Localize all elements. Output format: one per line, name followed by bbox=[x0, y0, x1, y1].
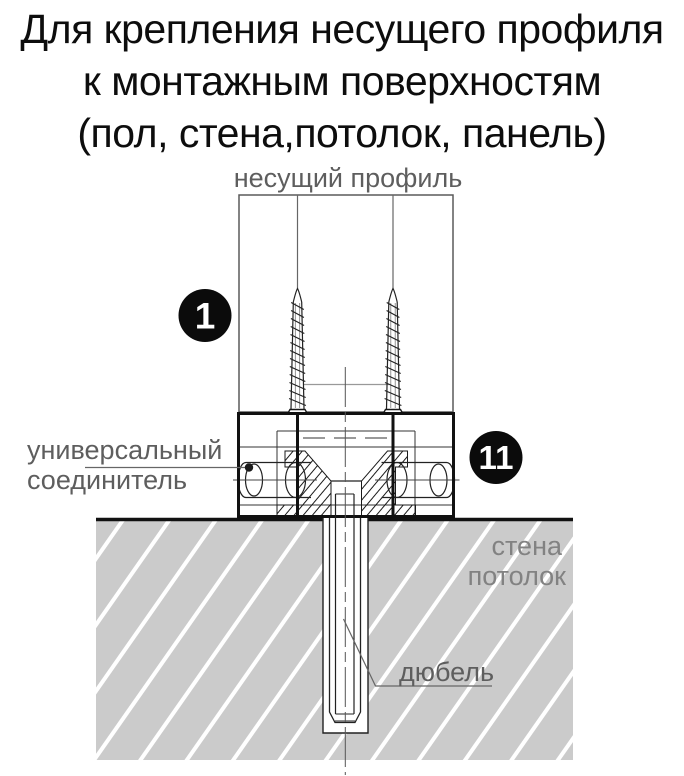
badge-step-11-number: 11 bbox=[478, 439, 514, 476]
screw-left bbox=[282, 289, 313, 425]
label-universal-connector-line1: универсальный bbox=[27, 435, 223, 465]
universal-connector bbox=[233, 412, 460, 518]
title-line-3: (пол, стена,потолок, панель) bbox=[77, 110, 607, 156]
label-ceiling: потолок bbox=[467, 561, 566, 591]
screw-right bbox=[378, 289, 409, 425]
badge-step-11 bbox=[470, 431, 523, 484]
label-dowel: дюбель bbox=[399, 657, 495, 687]
leader-dot bbox=[245, 463, 253, 471]
bearing-profile-outline bbox=[239, 195, 453, 412]
badge-step-1 bbox=[179, 289, 232, 342]
title-line-2: к монтажным поверхностям bbox=[82, 58, 602, 104]
label-wall: стена bbox=[491, 531, 562, 561]
label-bearing-profile: несущий профиль bbox=[233, 163, 463, 193]
title-line-1: Для крепления несущего профиля bbox=[20, 6, 664, 52]
label-universal-connector-line2: соединитель bbox=[27, 465, 188, 495]
badge-step-1-number: 1 bbox=[194, 295, 216, 337]
